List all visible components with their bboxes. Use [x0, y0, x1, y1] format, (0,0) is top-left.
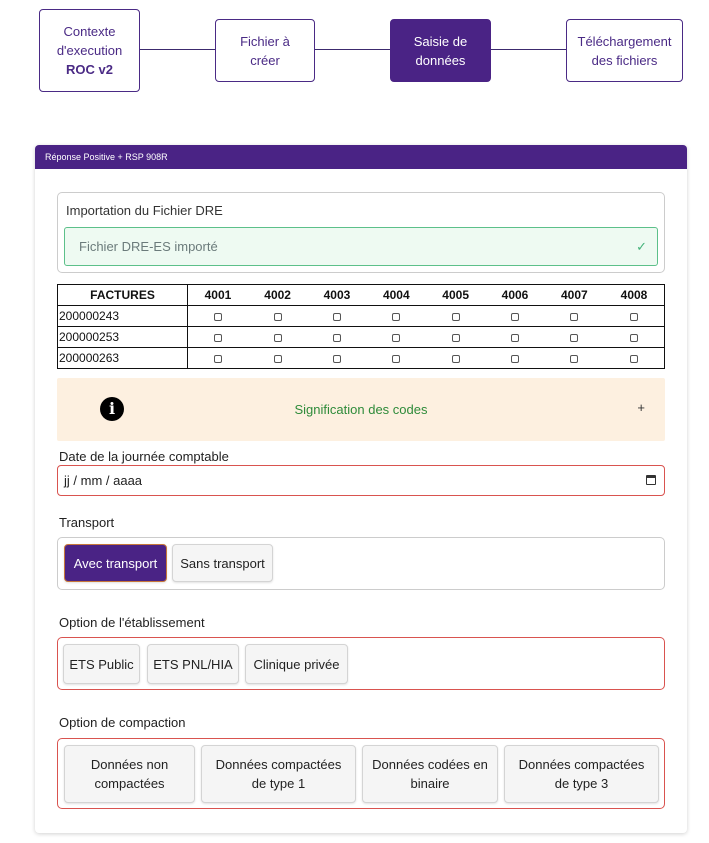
etablissement-label: Option de l'établissement [59, 615, 205, 630]
table-header-row [58, 285, 665, 306]
code-checkbox[interactable] [630, 355, 638, 363]
code-checkbox[interactable] [214, 334, 222, 342]
table-row [58, 327, 665, 348]
check-icon: ✓ [636, 239, 647, 254]
plus-icon[interactable]: + [637, 400, 645, 415]
import-status [64, 227, 658, 266]
step-label: créer [250, 52, 280, 68]
table-header-factures: FACTURES [58, 285, 188, 306]
code-checkbox[interactable] [214, 313, 222, 321]
code-checkbox[interactable] [392, 355, 400, 363]
code-checkbox[interactable] [214, 355, 222, 363]
import-title: Importation du Fichier DRE [66, 203, 223, 218]
step-contexte[interactable] [39, 9, 140, 92]
button-label-line: Données compactées [518, 757, 645, 772]
date-label: Date de la journée comptable [59, 449, 229, 464]
facture-number: 200000243 [58, 306, 188, 327]
step-telechargement[interactable] [566, 19, 683, 82]
step-label: d'execution [56, 43, 123, 58]
button-label-line: Données non [90, 757, 169, 772]
avec-transport-button[interactable]: Avec transport [64, 544, 167, 582]
code-checkbox[interactable] [570, 334, 578, 342]
button-label-line: Données codées en [372, 757, 488, 772]
calendar-icon[interactable] [646, 475, 656, 485]
step-label: Fichier à [240, 33, 290, 49]
code-checkbox[interactable] [333, 334, 341, 342]
import-section [57, 192, 665, 273]
step-label: des fichiers [591, 52, 658, 68]
table-row [58, 348, 665, 369]
code-checkbox[interactable] [630, 313, 638, 321]
code-checkbox[interactable] [570, 355, 578, 363]
step-label-version: ROC v2 [66, 62, 113, 77]
button-label-line: binaire [410, 776, 450, 791]
code-checkbox[interactable] [452, 334, 460, 342]
compaction-label: Option de compaction [59, 715, 186, 730]
codes-accordion[interactable] [57, 378, 665, 441]
code-checkbox[interactable] [570, 313, 578, 321]
transport-label: Transport [59, 515, 115, 530]
date-input[interactable] [57, 465, 665, 496]
code-checkbox[interactable] [392, 313, 400, 321]
code-checkbox[interactable] [452, 355, 460, 363]
card-header: Réponse Positive + RSP 908R [35, 145, 687, 169]
table-header-code: 4003 [307, 285, 366, 306]
code-checkbox[interactable] [452, 313, 460, 321]
facture-number: 200000263 [58, 348, 188, 369]
data-entry-card [35, 145, 687, 833]
table-row [58, 306, 665, 327]
table-header-code: 4005 [426, 285, 485, 306]
code-checkbox[interactable] [274, 313, 282, 321]
table-header-code: 4007 [545, 285, 604, 306]
date-placeholder: jj / mm / aaaa [64, 473, 143, 488]
code-checkbox[interactable] [511, 355, 519, 363]
step-fichier[interactable] [215, 19, 315, 82]
step-connector [490, 49, 567, 50]
code-checkbox[interactable] [392, 334, 400, 342]
sans-transport-button[interactable]: Sans transport [172, 544, 273, 582]
import-status-text: Fichier DRE-ES importé [79, 239, 218, 254]
step-label: données [415, 52, 466, 68]
table-header-code: 4002 [248, 285, 307, 306]
step-label: Téléchargement [577, 33, 672, 49]
step-connector [139, 49, 216, 50]
donnees-non-compactees-button[interactable] [64, 745, 195, 803]
code-checkbox[interactable] [274, 334, 282, 342]
compaction-button-group [57, 738, 665, 809]
step-label: Saisie de [413, 33, 468, 49]
code-checkbox[interactable] [333, 313, 341, 321]
code-checkbox[interactable] [333, 355, 341, 363]
wizard-stepper [0, 0, 709, 100]
code-checkbox[interactable] [511, 334, 519, 342]
ets-pnl-hia-button[interactable]: ETS PNL/HIA [147, 644, 239, 684]
code-checkbox[interactable] [511, 313, 519, 321]
step-label: Contexte [63, 24, 116, 39]
codes-accordion-label: Signification des codes [294, 402, 428, 417]
info-icon: i [100, 397, 124, 421]
button-label-line: Données compactées [215, 757, 342, 772]
code-checkbox[interactable] [274, 355, 282, 363]
transport-button-group [57, 537, 665, 590]
donnees-compactees-type1-button[interactable] [201, 745, 356, 803]
button-label-line: compactées [94, 776, 165, 791]
clinique-privee-button[interactable]: Clinique privée [245, 644, 348, 684]
step-connector [314, 49, 391, 50]
donnees-codees-binaire-button[interactable] [362, 745, 498, 803]
table-header-code: 4004 [367, 285, 426, 306]
factures-table [57, 284, 665, 369]
table-header-code: 4006 [485, 285, 544, 306]
etablissement-button-group [57, 637, 665, 690]
donnees-compactees-type3-button[interactable] [504, 745, 659, 803]
button-label-line: de type 1 [251, 776, 306, 791]
button-label-line: de type 3 [554, 776, 609, 791]
facture-number: 200000253 [58, 327, 188, 348]
ets-public-button[interactable]: ETS Public [63, 644, 140, 684]
step-saisie[interactable] [390, 19, 491, 82]
table-header-code: 4008 [604, 285, 664, 306]
table-header-code: 4001 [188, 285, 248, 306]
code-checkbox[interactable] [630, 334, 638, 342]
